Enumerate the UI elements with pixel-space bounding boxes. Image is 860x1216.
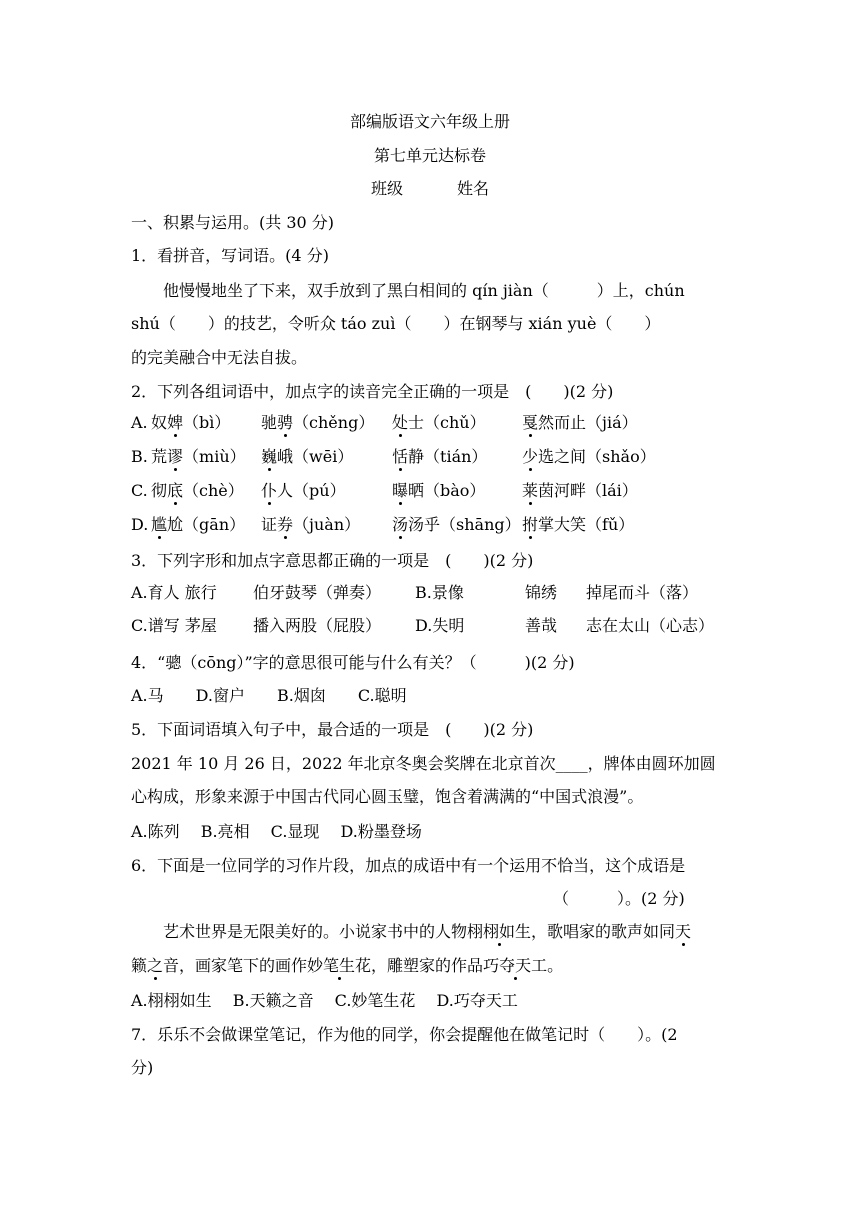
- word: 汤汤乎（shāng）: [392, 515, 521, 534]
- q6-passage-line-1: 艺术世界是无限美好的。小说家书中的人物栩栩如生，歌唱家的歌声如同天: [163, 922, 692, 941]
- word: 巍峨（wēi）: [261, 447, 354, 466]
- option-letter: B.: [131, 447, 148, 466]
- word: 恬静（tián）: [392, 447, 488, 466]
- q7-stem: 7．乐乐不会做课堂笔记，作为他的同学，你会提醒他在做笔记时（ ）。(2: [131, 1025, 678, 1044]
- q1-line-3: 的完美融合中无法自拔。: [131, 348, 308, 367]
- word: 奴婢（bì）: [151, 413, 231, 432]
- word: 莱茵河畔（lái）: [522, 481, 638, 500]
- option-text: C.谱写 茅屋: [131, 616, 217, 635]
- option-letter: D.: [131, 515, 149, 534]
- q6-stem-answer: （ ）。(2 分): [553, 889, 685, 908]
- option-text: 锦绣: [525, 583, 558, 602]
- q4-stem: 4．“骢（cōng）”字的意思很可能与什么有关？（ )(2 分): [131, 653, 575, 672]
- word: 驰骋（chěng）: [261, 413, 375, 432]
- q2-stem: 2．下列各组词语中，加点字的读音完全正确的一项是 ( )(2 分): [131, 382, 614, 401]
- word: 证券（juàn）: [261, 515, 361, 534]
- word: 少选之间（shǎo）: [522, 447, 656, 466]
- option-text: 志在太山（心志）: [586, 616, 715, 635]
- page-subtitle: 第七单元达标卷: [373, 146, 486, 165]
- word: 荒谬（miù）: [151, 447, 246, 466]
- class-label: 班级: [371, 179, 404, 198]
- page-title: 部编版语文六年级上册: [349, 112, 510, 131]
- word: 尴尬（gān）: [151, 515, 246, 534]
- q6-options: A.栩栩如生 B.天籁之音 C.妙笔生花 D.巧夺天工: [131, 991, 518, 1010]
- q1-line-1: 他慢慢地坐了下来，双手放到了黑白相间的 qín jiàn（ ）上，chún: [163, 281, 685, 300]
- q7-stem-cont: 分): [131, 1058, 154, 1077]
- option-text: B.景像: [415, 583, 464, 602]
- word: 彻底（chè）: [151, 481, 244, 500]
- q5-line-2: 心构成，形象来源于中国古代同心圆玉璧，饱含着满满的“中国式浪漫”。: [131, 787, 644, 806]
- word: 处士（chǔ）: [392, 413, 486, 432]
- option-letter: A.: [131, 413, 148, 432]
- q6-stem: 6．下面是一位同学的习作片段，加点的成语中有一个运用不恰当，这个成语是: [131, 856, 686, 875]
- option-text: 掉尾而斗（落）: [586, 583, 699, 602]
- word: 仆人（pú）: [261, 481, 346, 500]
- option-text: 善哉: [525, 616, 558, 635]
- q3-stem: 3．下列字形和加点字意思都正确的一项是 ( )(2 分): [131, 551, 534, 570]
- option-letter: C.: [131, 481, 148, 500]
- q5-line-1: 2021 年 10 月 26 日，2022 年北京冬奥会奖牌在北京首次____，牌体由圆环加圆: [131, 754, 716, 773]
- q1-line-2: shú（ ）的技艺，令听众 táo zuì（ ）在钢琴与 xián yuè（ ）: [131, 314, 661, 333]
- q1-stem: 1．看拼音，写词语。(4 分): [131, 246, 329, 265]
- section-heading: 一、积累与运用。(共 30 分): [131, 213, 335, 232]
- q5-options: A.陈列 B.亮相 C.显现 D.粉墨登场: [131, 822, 422, 841]
- name-label: 姓名: [457, 179, 490, 198]
- word: 戛然而止（jiá）: [522, 413, 638, 432]
- option-text: 伯牙鼓琴（弹奏）: [253, 583, 382, 602]
- q4-options: A.马 D.窗户 B.烟囱 C.聪明: [131, 686, 407, 705]
- word: 拊掌大笑（fǔ）: [522, 515, 635, 534]
- q6-passage-line-2: 籁之音，画家笔下的画作妙笔生花，雕塑家的作品巧夺天工。: [131, 956, 564, 975]
- option-text: 播入两股（屁股）: [253, 616, 382, 635]
- option-text: D.失明: [415, 616, 465, 635]
- q5-stem: 5．下面词语填入句子中，最合适的一项是 ( )(2 分): [131, 720, 534, 739]
- word: 曝晒（bào）: [392, 481, 486, 500]
- option-text: A.育人 旅行: [131, 583, 217, 602]
